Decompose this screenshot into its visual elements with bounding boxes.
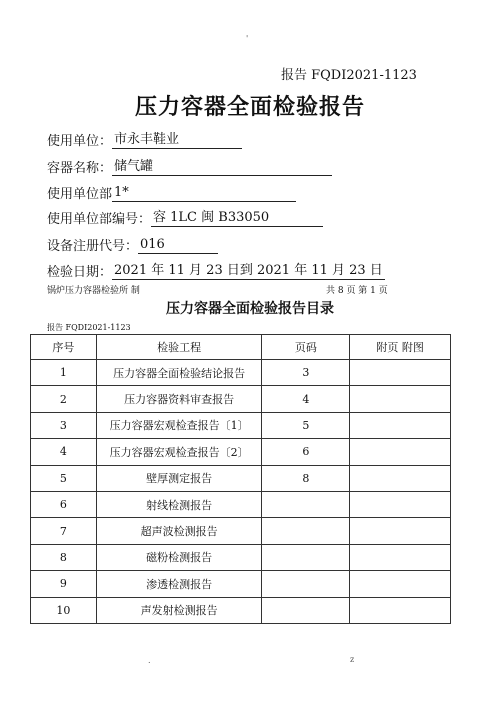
toc-cell-attachments (350, 491, 451, 517)
vessel-name-field (47, 157, 332, 176)
dept-code-value: 容 1LC 闽 B33050 (151, 210, 323, 227)
toc-cell-attachments (350, 518, 451, 544)
toc-cell-page (262, 544, 350, 570)
inspection-date-value: 2021 年 11 月 23 日到 2021 年 11 月 23 日 (114, 263, 383, 278)
user-unit-value: 市永丰鞋业 (112, 132, 242, 149)
user-unit-field (47, 130, 242, 149)
toc-header-page: 页码 (262, 335, 350, 360)
toc-header-item: 检验工程 (96, 335, 262, 360)
toc-cell-item: 超声波检测报告 (96, 518, 262, 544)
toc-header-attachments: 附页 附图 (350, 335, 451, 360)
inspection-date-field (47, 261, 385, 280)
toc-cell-attachments (350, 465, 451, 491)
reg-code-label: 设备注册代号： (47, 239, 139, 254)
table-row (31, 412, 451, 438)
toc-cell-attachments (350, 412, 451, 438)
toc-header-index: 序号 (31, 335, 97, 360)
vessel-name-value: 储气罐 (112, 159, 332, 176)
toc-cell-page: 3 (262, 360, 350, 386)
user-dept-value: 1* (112, 185, 296, 202)
toc-cell-page (262, 491, 350, 517)
toc-cell-attachments (350, 597, 451, 623)
table-row (31, 360, 451, 386)
user-dept-label: 使用单位部 (47, 187, 113, 202)
toc-cell-index: 8 (31, 544, 97, 570)
top-mark: ' (246, 34, 249, 43)
toc-report-number: 报告 FQDI2021-1123 (47, 323, 131, 332)
toc-table (30, 334, 451, 624)
page-title: 压力容器全面检验报告 (134, 95, 365, 120)
table-row (31, 439, 451, 465)
toc-cell-page: 5 (262, 412, 350, 438)
inspection-date-label: 检验日期： (47, 265, 113, 280)
toc-cell-item: 压力容器资料审查报告 (96, 386, 262, 412)
table-row (31, 491, 451, 517)
dept-code-label: 使用单位部编号： (47, 212, 152, 227)
toc-cell-item: 压力容器宏观检查报告〔1〕 (96, 412, 262, 438)
toc-cell-item: 壁厚测定报告 (96, 465, 262, 491)
toc-cell-item: 压力容器宏观检查报告〔2〕 (96, 439, 262, 465)
toc-cell-item: 磁粉检测报告 (96, 544, 262, 570)
table-row (31, 465, 451, 491)
reg-code-value: 016 (138, 237, 218, 254)
toc-cell-attachments (350, 360, 451, 386)
toc-cell-item: 渗透检测报告 (96, 571, 262, 597)
toc-cell-index: 5 (31, 465, 97, 491)
table-row (31, 518, 451, 544)
user-dept-field (47, 183, 296, 202)
toc-cell-index: 10 (31, 597, 97, 623)
toc-cell-attachments (350, 544, 451, 570)
toc-cell-index: 1 (31, 360, 97, 386)
dept-code-field (47, 208, 323, 227)
toc-cell-item: 射线检测报告 (96, 491, 262, 517)
table-row (31, 386, 451, 412)
pagination-text: 共 8 页 第 1 页 (326, 286, 388, 296)
toc-cell-attachments (350, 571, 451, 597)
toc-cell-page (262, 597, 350, 623)
toc-cell-page (262, 518, 350, 544)
toc-cell-page: 6 (262, 439, 350, 465)
toc-header-row (31, 335, 451, 360)
toc-cell-page: 4 (262, 386, 350, 412)
toc-title: 压力容器全面检验报告目录 (166, 301, 334, 317)
toc-cell-attachments (350, 439, 451, 465)
toc-cell-attachments (350, 386, 451, 412)
table-row (31, 571, 451, 597)
vessel-name-label: 容器名称： (47, 161, 113, 176)
toc-cell-index: 4 (31, 439, 97, 465)
toc-cell-index: 9 (31, 571, 97, 597)
toc-cell-page: 8 (262, 465, 350, 491)
issuer-text: 锅炉压力容器检验所 制 (47, 286, 140, 296)
toc-cell-index: 6 (31, 491, 97, 517)
table-row (31, 597, 451, 623)
toc-cell-index: 7 (31, 518, 97, 544)
reg-code-field (47, 235, 218, 254)
toc-cell-index: 2 (31, 386, 97, 412)
toc-cell-item: 声发射检测报告 (96, 597, 262, 623)
footer-mark-right: z (350, 655, 355, 664)
footer-mark-left: . (148, 656, 151, 665)
report-number: 报告 FQDI2021-1123 (281, 68, 417, 83)
toc-cell-page (262, 571, 350, 597)
user-unit-label: 使用单位： (47, 134, 113, 149)
table-row (31, 544, 451, 570)
toc-cell-index: 3 (31, 412, 97, 438)
toc-cell-item: 压力容器全面检验结论报告 (96, 360, 262, 386)
